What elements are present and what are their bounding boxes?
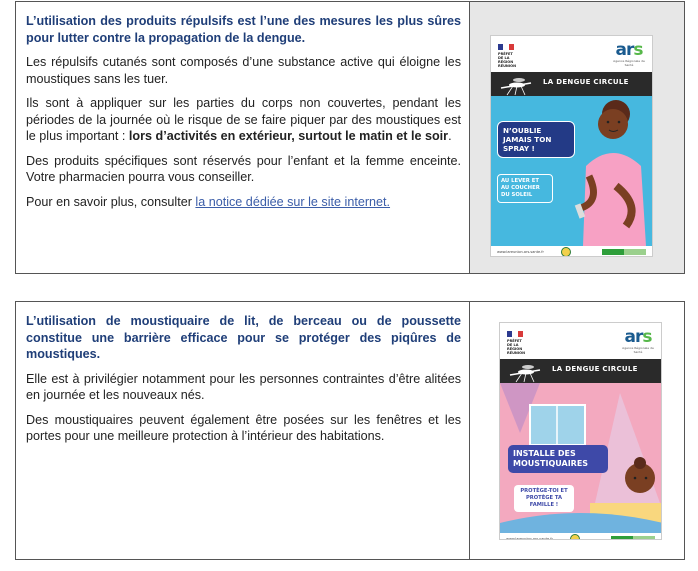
mosquito-net-section: [15, 301, 685, 560]
poster-slogan: N’OUBLIE JAMAIS TON SPRAY !: [497, 121, 575, 158]
repellent-para-2: [26, 95, 461, 145]
repellent-para-1: Les répulsifs cutanés sont composés d’une substance active qui éloigne les moustiques sans les tuer.: [26, 55, 461, 86]
repellent-para-2-end: .: [448, 129, 452, 143]
repellent-para-4: [26, 194, 461, 211]
poster-body: [491, 96, 652, 246]
poster-slogan: INSTALLE DES MOUSTIQUAIRES: [508, 445, 608, 473]
mosquito-icon: [497, 74, 537, 96]
poster-sub-slogan: PROTÈGE-TOI ET PROTÈGE TA FAMILLE !: [514, 485, 574, 512]
poster-footer: [491, 246, 652, 257]
repellent-poster: [490, 35, 653, 257]
mosquito-net-text: [16, 302, 470, 559]
repellent-para-3: Des produits spécifiques sont réservés pour l’enfant et la femme enceinte. Votre pharmacien pourra vous conseiller.: [26, 153, 461, 184]
repellent-section: [15, 1, 685, 274]
hotline-badge: [602, 249, 646, 255]
poster-cell-2: [470, 302, 684, 559]
region-seal-icon: [570, 534, 580, 540]
republique-logo: PRÉFET DE LA RÉGION RÉUNION: [507, 331, 527, 349]
poster-footer: [500, 533, 661, 540]
poster-url: www.lareunion.ars.sante.fr: [506, 537, 553, 540]
republique-logo: PRÉFET DE LA RÉGION RÉUNION: [498, 44, 518, 62]
poster-body: [500, 383, 661, 533]
poster-band-title: LA DENGUE CIRCULE: [543, 78, 629, 86]
poster-band-title: LA DENGUE CIRCULE: [552, 365, 638, 373]
poster-sub-slogan: AU LEVER ET AU COUCHER DU SOLEIL: [497, 174, 553, 203]
ars-logo: ars Agence Régionale de Santé: [622, 327, 654, 354]
poster-cell-1: [470, 2, 684, 273]
mosquito-net-para-2: Des moustiquaires peuvent également être posées sur les fenêtres et les portes pour une meilleure protection à l’intérieur des habitations.: [26, 412, 461, 443]
mosquito-icon: [506, 361, 546, 383]
poster-band: [491, 72, 652, 96]
hotline-badge: [611, 536, 655, 540]
ars-logo: ars Agence Régionale de Santé: [613, 40, 645, 67]
repellent-para-2-text: Ils sont à appliquer sur les parties du corps non couvertes, pendant les périodes de la journée où le risque de se faire piquer par des moustiques est le plus important :: [26, 96, 461, 143]
girl-spraying-illustration: [491, 96, 653, 246]
repellent-para-4-text: Pour en savoir plus, consulter: [26, 194, 196, 209]
repellent-para-2-bold: lors d’activités en extérieur, surtout le matin et le soir: [128, 129, 449, 143]
region-seal-icon: [561, 247, 571, 257]
repellent-text: [16, 2, 470, 273]
mosquito-net-headline: L’utilisation de moustiquaire de lit, de berceau ou de poussette constitue une barrière efficace pour se protéger des piqûres de moustiques.: [26, 314, 461, 361]
poster-band: [500, 359, 661, 383]
notice-link[interactable]: la notice dédiée sur le site internet.: [195, 194, 391, 209]
poster-header: [491, 36, 652, 72]
mosquito-net-para-1: Elle est à privilégier notamment pour les personnes contraintes d’être alitées en journée et les nouveaux nés.: [26, 371, 461, 402]
poster-header: [500, 323, 661, 359]
repellent-headline: L’utilisation des produits répulsifs est l’une des mesures les plus sûres pour lutter contre la propagation de la dengue.: [26, 14, 461, 45]
poster-url: www.lareunion.ars.sante.fr: [497, 250, 544, 254]
mosquito-net-poster: [499, 322, 662, 540]
